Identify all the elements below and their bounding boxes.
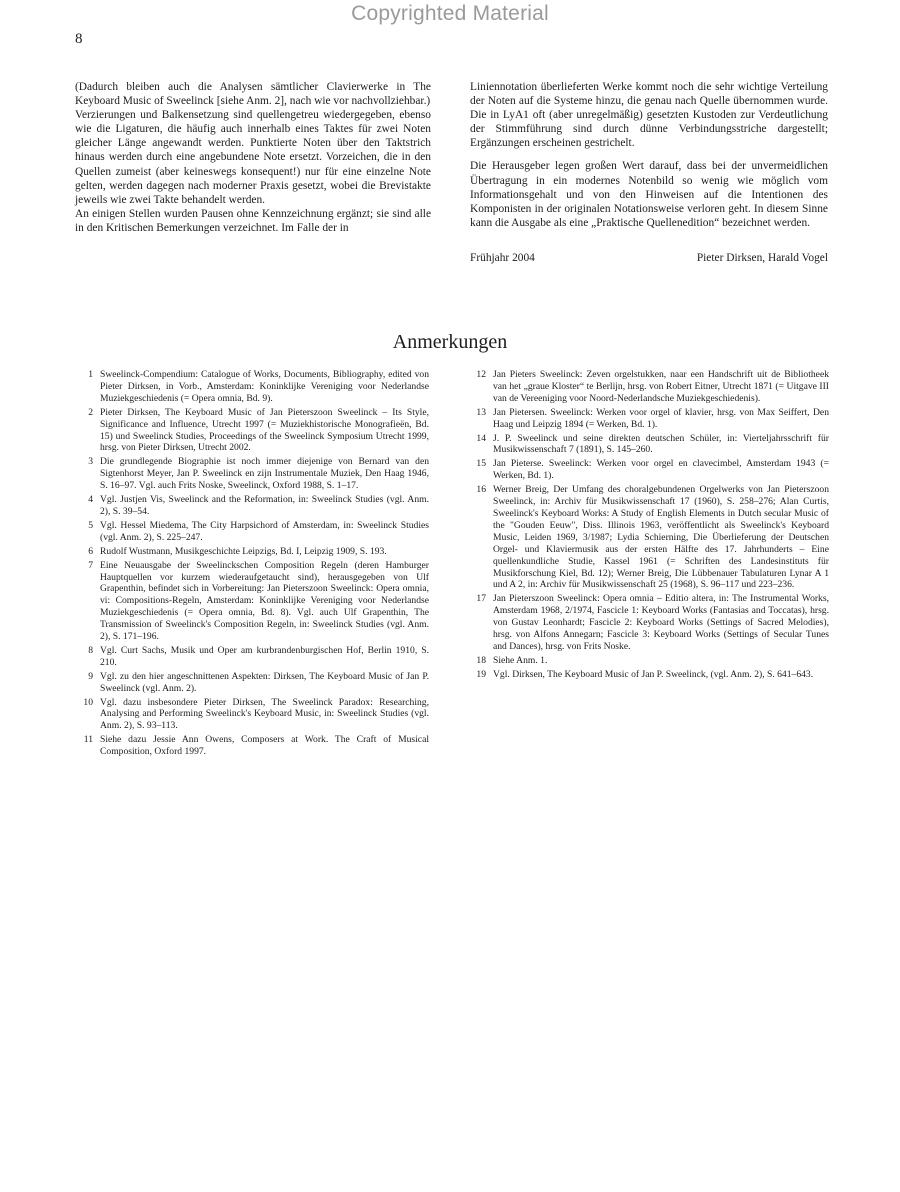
footnote-text: Die grundlegende Biographie ist noch immer diejenige von Bernard van den Sigtenhorst Meyer, Jan P. Sweelinck en zijn Instrumentale Muziek, Den Haag 1946, S. 16–97. Vgl. auch Frits Noske, Sweelinck, Oxford 1988, S. 1–17. (100, 456, 429, 492)
paragraph: Die Herausgeber legen großen Wert darauf, dass bei der unvermeidlichen Übertragung in ein modernes Notenbild so wenig wie möglich vom Informationsgehalt und von den Hinweisen auf die Intentionen des Komponisten in der originalen Notationsweise verloren geht. In diesem Sinne kann die Ausgabe als eine „Praktische Quellenedition“ bezeichnet werden. (470, 160, 828, 229)
footnote (472, 669, 829, 681)
footnote (80, 546, 429, 558)
footnote-number: 6 (88, 545, 93, 557)
footnote-number: 11 (83, 734, 93, 746)
paragraph: Verzierungen und Balkensetzung sind quellengetreu wiedergegeben, ebenso wie die Ligaturen, die häufig auch innerhalb eines Taktes für zwei Noten gleicher Länge angewandt werden. Punktierte Noten über den Taktstrich hinaus werden durch eine angebundene Note ersetzt. Vorzeichen, die in den Quellen zumeist (aber keineswegs konsequent!) nur für eine einzelne Note gelten, werden dagegen nach moderner Praxis gesetzt, wobei die Brevistakte jeweils wie zwei Takte behandelt werden. (75, 109, 431, 206)
footnote-text: Jan Pieters Sweelinck: Zeven orgelstukken, naar een Handschrift uit de Bibliotheek van het „graue Kloster“ te Berlijn, hrsg. von Robert Eitner, Utrecht 1871 (= Uitgave III van de Vereeniging voor Noord-Nederlandsche Muziekgeschiedenis). (493, 369, 829, 404)
footnote-number: 17 (476, 593, 486, 605)
footnote-number: 9 (88, 670, 93, 682)
footnote (472, 458, 829, 482)
footnote (80, 697, 429, 733)
footnote (472, 484, 829, 591)
signature-authors: Pieter Dirksen, Harald Vogel (696, 251, 828, 264)
footnote-number: 14 (476, 432, 486, 444)
body-column-left (75, 80, 431, 235)
footnote-number: 16 (476, 484, 486, 496)
footnote-text: Jan Pieterse. Sweelinck: Werken voor orgel en clavecimbel, Amsterdam 1943 (= Werken, Bd. 1). (493, 458, 829, 482)
footnote (80, 369, 429, 405)
footnote-number: 13 (476, 406, 486, 418)
paragraph: An einigen Stellen wurden Pausen ohne Kennzeichnung ergänzt; sie sind alle in den Kritischen Bemerkungen verzeichnet. Im Falle der in (75, 207, 431, 234)
footnote (80, 734, 429, 758)
copyright-watermark: Copyrighted Material (351, 2, 549, 25)
footnote (80, 520, 429, 544)
footnote-number: 1 (88, 369, 93, 380)
notes-column-right (472, 369, 829, 683)
footnote (80, 407, 429, 455)
section-title: Anmerkungen (392, 331, 508, 353)
footnote (80, 671, 429, 695)
notes-column-left (80, 369, 429, 760)
footnote (472, 433, 829, 457)
footnote-text: Rudolf Wustmann, Musikgeschichte Leipzigs, Bd. I, Leipzig 1909, S. 193. (100, 545, 387, 557)
footnote-number: 4 (88, 494, 93, 506)
footnote-text: Siehe dazu Jessie Ann Owens, Composers at Work. The Craft of Musical Composition, Oxford 1997. (100, 734, 429, 758)
footnote-text: Vgl. Dirksen, The Keyboard Music of Jan P. Sweelinck, (vgl. Anm. 2), S. 641–643. (493, 668, 814, 680)
footnote (80, 456, 429, 492)
footnote-text: Vgl. Justjen Vis, Sweelinck and the Reformation, in: Sweelinck Studies (vgl. Anm. 2), S. 39–54. (100, 494, 429, 517)
signature-line (470, 251, 828, 265)
footnote-text: Eine Neuausgabe der Sweelinckschen Composition Regeln (deren Hamburger Hauptquellen vor kurzem wiederaufgetaucht sind), herausgegeben von Ulf Grapenthin, befindet sich in Vorbereitung: Jan Pieterszoon Sweelinck: Opera omnia, vi: Compositions-Regeln, Amsterdam: Koninklijke Vereniging voor Nederlandse Muziekgeschiedenis (= Opera omnia, Bd. 8). Vgl. auch Ulf Grapenthin, The Transmission of Sweelinck's Composition Regeln, in: Sweelinck Studies (vgl. Anm. 2), S. 171–196. (100, 559, 429, 643)
paragraph: Liniennotation überlieferten Werke kommt noch die sehr wichtige Verteilung der Noten auf die Systeme hinzu, die genau nach Quelle übernommen wurde. Die in LyA1 oft (aber unregelmäßig) gesetzten Kustoden zur Verdeutlichung der Stimmführung sind durch dünne Verbindungsstriche dargestellt; Ergänzungen erscheinen gestrichelt. (470, 81, 828, 150)
footnote-text: Jan Pieterszoon Sweelinck: Opera omnia – Editio altera, in: The Instrumental Works, Amsterdam 1968, 2/1974, Fascicle 1: Keyboard Works (Fantasias and Toccatas), hrsg. von Gustav Leonhardt; Fascicle 2: Keyboard Works (Settings of Sacred Melodies), hrsg. von Alfons Annegarn; Fascicle 3: Keyboard Works (Settings of Secular Tunes and Dances), hrsg. von Frits Noske. (493, 593, 829, 652)
footnote-text: Vgl. Curt Sachs, Musik und Oper am kurbrandenburgischen Hof, Berlin 1910, S. 210. (100, 644, 429, 668)
footnote (472, 593, 829, 653)
footnote (80, 494, 429, 518)
footnote-text: Werner Breig, Der Umfang des choralgebundenen Orgelwerks von Jan Pieterszoon Sweelinck, in: Archiv für Musikwissenschaft 17 (1960), S. 258–276; Alan Curtis, Sweelinck's Keyboard Works: A Study of English Elements in Dutch secular Music of the "Gouden Eeuw", Diss. Illinois 1963, veröffentlicht als Sweelinck's Keyboard Music, Leiden 1969, 3/1987; Lydia Schierning, Die Überlieferung der Deutschen Orgel- und Klaviermusik aus der ersten Hälfte des 17. Jahrhunderts – Eine quellenkundliche Studie, Kassel 1961 (= Schriften des Landesinstituts für Musikforschung Kiel, Bd. 12); Werner Breig, Die Lübbenauer Tabulaturen Lynar A 1 und A 2, in: Archiv für Musikwissenschaft 25 (1968), S. 96–117 und 223–236. (493, 484, 829, 591)
footnote (80, 645, 429, 669)
footnote-number: 8 (88, 644, 93, 656)
footnote-text: Vgl. zu den hier angeschnittenen Aspekten: Dirksen, The Keyboard Music of Jan P. Sweelinck (vgl. Anm. 2). (100, 670, 429, 694)
footnote-number: 18 (476, 654, 486, 666)
footnote-number: 2 (88, 406, 93, 418)
footnote (472, 407, 829, 431)
footnote-text: Pieter Dirksen, The Keyboard Music of Jan Pieterszoon Sweelinck – Its Style, Significance and Influence, Utrecht 1997 (= Muziekhistorische Monografieën, Bd. 15) und Sweelinck Studies, Proceedings of the Sweelinck Symposium Utrecht 1999, hrsg. von Pieter Dirksen, Utrecht 2002. (100, 406, 429, 454)
footnote-text: Sweelinck-Compendium: Catalogue of Works, Documents, Bibliography, edited von Pieter Dirksen, in Vorb., Amsterdam: Koninklijke Vereniging voor Nederlandse Muziekgeschiedenis (= Opera omnia, Bd. 9). (100, 369, 429, 404)
footnote-text: J. P. Sweelinck und seine direkten deutschen Schüler, in: Vierteljahrsschrift für Musikwissenschaft 7 (1891), S. 145–260. (493, 432, 829, 456)
footnote (472, 369, 829, 405)
footnote (472, 655, 829, 667)
footnote-number: 10 (83, 696, 93, 708)
footnote-number: 19 (476, 668, 486, 680)
footnote-number: 7 (88, 559, 93, 571)
footnote-text: Siehe Anm. 1. (493, 654, 548, 666)
footnote-text: Vgl. Hessel Miedema, The City Harpsichord of Amsterdam, in: Sweelinck Studies (vgl. Anm. 2), S. 225–247. (100, 519, 429, 543)
footnote-text: Vgl. dazu insbesondere Pieter Dirksen, The Sweelinck Paradox: Researching, Analysing and Performing Sweelinck's Keyboard Music, in: Sweelinck Studies (vgl. Anm. 2), S. 93–113. (100, 696, 429, 732)
footnote-number: 3 (88, 456, 93, 468)
footnote (80, 560, 429, 643)
body-column-right (470, 80, 828, 265)
paragraph: (Dadurch bleiben auch die Analysen sämtlicher Clavierwerke in The Keyboard Music of Sweelinck [siehe Anm. 2], nach wie vor nachvollziehbar.) (75, 81, 431, 108)
signature-date: Frühjahr 2004 (470, 251, 535, 264)
footnote-text: Jan Pietersen. Sweelinck: Werken voor orgel of klavier, hrsg. von Max Seiffert, Den Haag und Leipzig 1894 (= Werken, Bd. 1). (493, 406, 829, 430)
footnote-number: 12 (476, 369, 486, 380)
footnote-number: 5 (88, 519, 93, 531)
footnote-number: 15 (476, 458, 486, 470)
page-number: 8 (75, 31, 83, 47)
